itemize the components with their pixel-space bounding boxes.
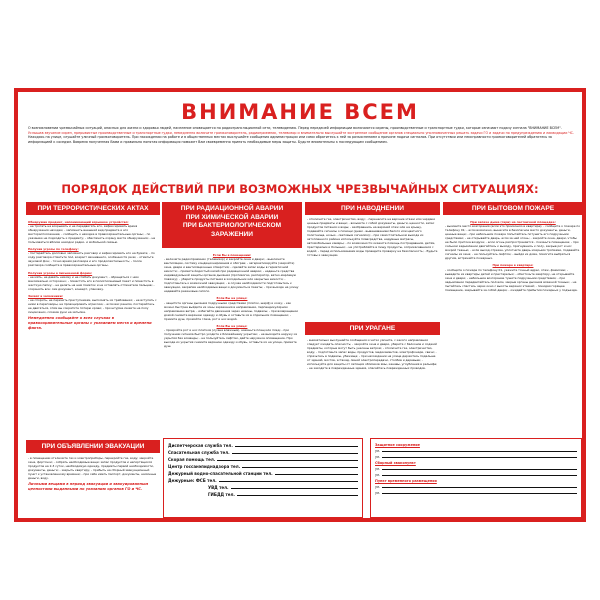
- phone-numbers-box: [163, 438, 363, 518]
- temp-housing-heading: Пункт временного размещения: [375, 479, 437, 483]
- flood-text: - отключите газ, электричество, воду; - перенесите на верхние этажи или чердаки ценные предметы и вещи; - возьмите с собой документы, деньги, ценности, запас продуктов питания и воды; - взобравшись на верхний этаж или на крышу, подавайте сигналы о помощи (днем - вывешиванием белого или цветного полотнища, ночью - световым сигналом); - при самостоятельном выходе из затопленного района используйте плавсредства, надувные матрасы, автомобильные камеры; - по возможности окажите помощь пострадавшим, детям, престарелым и больным; - не употребляйте в пищу продукты, соприкасавшиеся с водой; - перед использованием воды проведите проверку на безопасность; - Будьте готовы к эвакуации.: [307, 217, 438, 258]
- fire-header: ПРИ БЫТОВОМ ПОЖАРЕ: [443, 202, 583, 215]
- phone-row-duty: Дежурный водно-спасательной станции тел.: [168, 470, 358, 477]
- evacuation-body: - в помещении отключите газ и электроприборы, перекройте газ, воду; закройте окна, форточки; - собрать необходимые вещи: запас продуктов и непортящихся продуктов на 2-3 суток, необходимую одежду, предметы первой необходимости, документы, деньги; - закрыть квартиру; - прибыть на сборный эвакуационный пункт к установленному времени; - при себе иметь паспорт, документы, наличные деньги, воду.: [28, 456, 157, 481]
- section-title: ПОРЯДОК ДЕЙСТВИЙ ПРИ ВОЗМОЖНЫХ ЧРЕЗВЫЧАЙНЫХ СИТУАЦИЯХ:: [61, 182, 539, 196]
- intro-paragraph-3: Находясь на улице, слушайте уличный громкоговоритель. При нахождении на работе и в общественных местах выслушайте сообщения администрации или сами обратитесь к ней за разъяснением о причине подачи сигналов. При отсутствии или неисправности громкоговорителей обратитесь за информацией к соседям. Вовремя полученная Вами и правильно понятая информация поможет Вам своевременно принять необходимые меры защиты. Будьте внимательны к последующим сообщениям.: [28, 135, 552, 145]
- terror-subheading-4: Захват в заложники:: [28, 293, 63, 298]
- fire-text-1: - вызовите место возгорания (если это произошло в квартире); - сообщите о пожаре по телефону 01; - если возможно, вынесите в безопасное место документы, деньги, ценные вещи; - при небольшом пожаре попытайтесь потушить его подручными средствами; - не открывайте дверь, если за ней огонь; - закройте окна, двери, чтобы не было притока воздуха; - если огонь распространяется - покиньте помещение; - при сильном задымлении двигайтесь к выходу, пригнувшись к полу, закрыв рот и нос мокрой тканью; - если выход отрезан, уплотните дверь мокрыми тряпками, подавайте сигналы из окна; - не пользуйтесь лифтом; - выйдя из дома, помогите выбраться другим, встречайте пожарных.: [445, 224, 581, 261]
- phone-row-rescue: Спасательная служба тел.: [168, 449, 358, 456]
- evac-point-line-2: ул.: [375, 472, 577, 478]
- radiation-header-line-3: ПРИ БАКТЕРИОЛОГИЧЕСКОМ: [182, 222, 282, 229]
- radiation-header: [162, 202, 302, 248]
- phone-row-dispatch: Диспетчерская служба тел.: [168, 442, 358, 449]
- evac-point-heading: Сборный эвакопункт: [375, 461, 416, 465]
- evac-point-line-1: ул.: [375, 466, 577, 472]
- radiation-text-2: - защитите органы дыхания подручными средствами (платок, шарф) и кожу; - как можно быстрее выйдите из зоны заражения в направлении, перпендикулярном направлению ветра; - избегайте движения через низины, подвалы; - при возвращении домой снимите верхнюю одежду и обувь и оставьте их в отдельном помещении; - примите душ, промойте глаза, рот и нос водой.: [164, 300, 299, 321]
- radiation-header-line-1: ПРИ РАДИАЦИОННОЙ АВАРИИ: [180, 205, 284, 212]
- terror-text: [26, 215, 160, 332]
- flood-header: ПРИ НАВОДНЕНИИ: [305, 202, 440, 215]
- intro-paragraph-1: О возникновении чрезвычайных ситуаций, опасных для жизни и здоровья людей, население оповещается по радиотрансляционной сети, телевидению. Перед передачей информации включаются сирены, производственные и транспортные гудки, которые означают подачу сигнала "ВНИМАНИЕ ВСЕМ".: [28, 126, 562, 130]
- radiation-header-line-2: ПРИ ХИМИЧЕСКОЙ АВАРИИ: [185, 213, 279, 221]
- terror-subheading-3: Получив угрозы в письменной форме:: [28, 270, 93, 275]
- terror-text-3: - не мять, не давать никому и не сгибать документ; - обращаться с ним максимально осторожно; - поместить его в полиэтиленовый пакет и поместить в жесткую папку; - не делать на нем пометок и не оставлять отпечатков пальцев; - сохранить все: сам документ, конверт, упаковку.: [28, 274, 155, 291]
- terror-note: Немедленно сообщайте о всех случаях в правоохранительные органы с указанием места и времени факта.: [28, 315, 152, 330]
- flood-column: [305, 202, 440, 259]
- phone-row-ambulance: Скорая помощь тел.: [168, 456, 358, 463]
- radiation-text: [162, 248, 302, 350]
- hurricane-text: - внимательно выслушайте сообщения и четко уясните, с какого направления следует ожидать опасность; - закройте окна и двери, уберите с балконов и лоджий предметы, которые могут быть унесены ветром; - отключите газ, электричество, воду; - подготовьте запас воды, продуктов, медикаментов, электрофонари, свечи; - спрячьтесь в подвалы, убежища; - при нахождении на улице держитесь подальше от зданий, мостов, эстакад, линий электропередачи, столбов и деревьев; - используйте для защиты от летящих обломков ямы, канавы, углубления в рельефе; - не заходите в поврежденные здания, опасайтесь поврежденных проводов.: [307, 338, 438, 371]
- intro-text: [28, 126, 576, 145]
- fire-column: [443, 202, 583, 294]
- terror-subheading-1: Обнаружив предмет, напоминающий взрывное устройство:: [28, 220, 129, 224]
- phone-row-uvd: УВД тел.: [168, 484, 358, 491]
- terror-text-2: - постарайтесь дословно запомнить разговор и зафиксировать его на бумаге; - по ходу разговора отметьте пол, возраст звонившего, особенности речи; - отметьте звуковой фон; - точно время разговора и его продолжительность; - после разговора сообщите в правоохранительные органы.: [28, 251, 155, 268]
- shelter-line-1: ул.: [375, 448, 577, 454]
- phone-row-fsb: Дежурные: ФСБ тел.: [168, 477, 358, 484]
- shelter-box: [370, 438, 582, 518]
- radiation-subheading-1: Если Вы в помещении:: [212, 253, 252, 257]
- temp-housing-line-2: ул.: [375, 490, 577, 496]
- phone-row-gibdd: ГИБДД тел.: [168, 491, 358, 498]
- terror-header: ПРИ ТЕРРОРИСТИЧЕСКИХ АКТАХ: [26, 202, 160, 215]
- hurricane-header: ПРИ УРАГАНЕ: [305, 322, 440, 335]
- fire-subheading-2: При пожаре в квартире:: [492, 263, 534, 268]
- page-title: ВНИМАНИЕ ВСЕМ: [181, 100, 419, 124]
- fire-text-2: - сообщите о пожаре по телефону 01, укажите точный адрес, этаж, фамилию; - выведите из квартиры детей и престарелых; - обесточьте квартиру, не открывайте окна и двери; - небольшое возгорание тушите подручными средствами; - при задымлении передвигайтесь ползком, закрыв органы дыхания влажной тканью; - не пытайтесь спастись через окно с высоты верхних этажей; - покидая горящее помещение, закрывайте за собой двери; - ожидайте прибытия пожарных у подъезда.: [445, 267, 578, 292]
- evacuation-header: ПРИ ОБЪЯВЛЕНИИ ЭВАКУАЦИИ: [26, 440, 160, 453]
- radiation-text-3: - прикройте рот и нос платком (лучше влажным), накиньте плащ или плед; - при получении сигнала быстро уходите к ближайшему укрытию; - не выходите наружу из укрытия без команды; - не пользуйтесь лифтом, дайте наружное оповещение. При выходе из укрытия снимите верхнюю одежду и обувь, оставьте их на улице, примите душ.: [164, 327, 298, 348]
- fire-subheading-1: При запахе дыма (гари) на лестничной площадке:: [470, 220, 556, 224]
- intro-paragraph-2: Услышав звучание сирен, прерывистые производственные и транспортные гудки, немедленно включите громкоговоритель, радиоприемник, телевизор и внимательно выслушайте экстренное сообщение органов специально уполномоченных решать задачи ГО и задачи по предупреждению и ликвидации ЧС.: [28, 130, 574, 135]
- terror-column: [26, 202, 160, 332]
- terror-text-4: - не спорить, не перечить преступникам, выполнять их требования; - не вступать с ними в переговоры, не провоцировать агрессию; - если вас ранили, постарайтесь не двигаться, этим вы сократите потерю крови; - при штурме лежите на полу лицом вниз, сложив руки на затылке.: [28, 297, 157, 314]
- radiation-subheading-3: Если Вы на улице:: [216, 323, 248, 328]
- radiation-header-line-4: ЗАРАЖЕНИИ: [210, 230, 254, 238]
- terror-text-1: - не трогать не вскрывать и не передвигать его, зафиксировать время обнаружения находки; - запомнить внешний вид предмета и его месторасположение; - сообщить о находке в правоохранительные органы; - по указанию не подходить к предмету; - обеспечить охрану места обнаружения; - не пользоваться вблизи находки радио- и мобильной связью.: [28, 224, 156, 245]
- shelter-heading: Защитное сооружение: [375, 443, 420, 447]
- fire-text: [443, 215, 583, 294]
- evacuation-text: [26, 454, 160, 494]
- phone-row-sanitary: Центр госсанэпиднадзора тел.: [168, 463, 358, 470]
- evacuation-note: Личными вещами в период эвакуации и эвакуированным ценностями выданными по указанию органов ГО и ЧС.: [28, 482, 149, 492]
- radiation-text-1: - включите радиоприемник (телевизор) и закройте окна и двери; - выключите вентиляцию, систему кондиционирования и обогрев; - загерметизируйте (закройте) окна, двери и вентиляционные отверстия; - сделайте запас воды в герметичной емкости; - примите йодистый калий при радиационной аварии; - наденьте средства индивидуальной защиты органов дыхания (противогаз, респиратор, ватно-марлевую повязку); - уберите продукты питания в холодильник или закрытые емкости; - подготовьтесь к возможной эвакуации; - в случае необходимости подготовьтесь к эвакуации, закрепив необходимые вещи и документы в пакеты; - при выходе на улицу надевайте резиновые сапоги.: [164, 257, 299, 294]
- temp-housing-line-1: ул.: [375, 484, 577, 490]
- radiation-subheading-2: Если Вы на улице:: [216, 296, 248, 301]
- shelter-line-2: ул.: [375, 454, 577, 460]
- radiation-column: [162, 202, 302, 350]
- terror-subheading-2: Получив угрозы по телефону:: [28, 247, 79, 252]
